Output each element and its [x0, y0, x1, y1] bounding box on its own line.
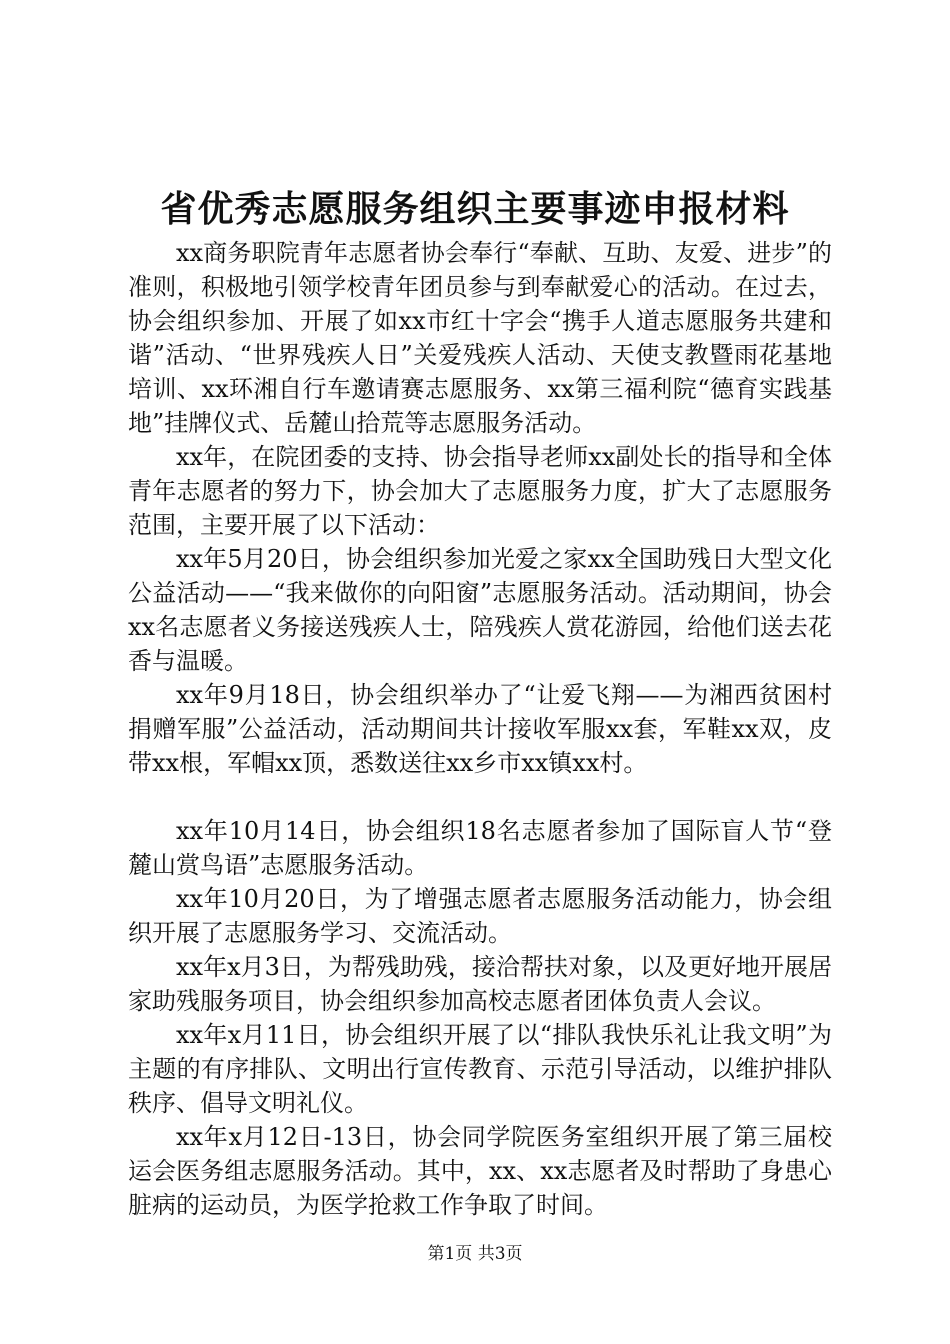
paragraph-oct-14: xx年10月14日，协会组织18名志愿者参加了国际盲人节“登麓山赏鸟语”志愿服务活动。 — [128, 817, 832, 879]
paragraph-sep-18: xx年9月18日，协会组织举办了“让爱飞翔——为湘西贫困村捐赠军服”公益活动，活动期间共计接收军服xx套，军鞋xx双，皮带xx根，军帽xx顶，悉数送往xx乡市xx镇xx村。 — [128, 681, 832, 777]
paragraph-may-20: xx年5月20日，协会组织参加光爱之家xx全国助残日大型文化公益活动——“我来做你的向阳窗”志愿服务活动。活动期间，协会xx名志愿者义务接送残疾人士，陪残疾人赏花游园，给他们送去花香与温暖。 — [128, 545, 832, 675]
paragraph-oct-20: xx年10月20日，为了增强志愿者志愿服务活动能力，协会组织开展了志愿服务学习、交流活动。 — [128, 885, 832, 947]
page-footer: 第1页 共3页 — [427, 1244, 523, 1264]
document-body — [128, 236, 832, 1222]
paragraph-x-12-13: xx年x月12日-13日，协会同学院医务室组织开展了第三届校运会医务组志愿服务活动。其中，xx、xx志愿者及时帮助了身患心脏病的运动员，为医学抢救工作争取了时间。 — [128, 1123, 832, 1219]
document-title: 省优秀志愿服务组织主要事迹申报材料 — [160, 188, 790, 230]
paragraph-x-11: xx年x月11日，协会组织开展了以“排队我快乐礼让我文明”为主题的有序排队、文明出行宣传教育、示范引导活动，以维护排队秩序、倡导文明礼仪。 — [128, 1021, 832, 1117]
paragraph-overview: xx年，在院团委的支持、协会指导老师xx副处长的指导和全体青年志愿者的努力下，协会加大了志愿服务力度，扩大了志愿服务范围，主要开展了以下活动： — [128, 443, 832, 539]
paragraph-intro: xx商务职院青年志愿者协会奉行“奉献、互助、友爱、进步”的准则，积极地引领学校青年团员参与到奉献爱心的活动。在过去，协会组织参加、开展了如xx市红十字会“携手人道志愿服务共建和谐”活动、“世界残疾人日”关爱残疾人活动、天使支教暨雨花基地培训、xx环湘自行车邀请赛志愿服务、xx第三福利院“德育实践基地”挂牌仪式、岳麓山拾荒等志愿服务活动。 — [128, 239, 832, 437]
paragraph-x-3: xx年x月3日，为帮残助残，接洽帮扶对象，以及更好地开展居家助残服务项目，协会组织参加高校志愿者团体负责人会议。 — [128, 953, 832, 1015]
